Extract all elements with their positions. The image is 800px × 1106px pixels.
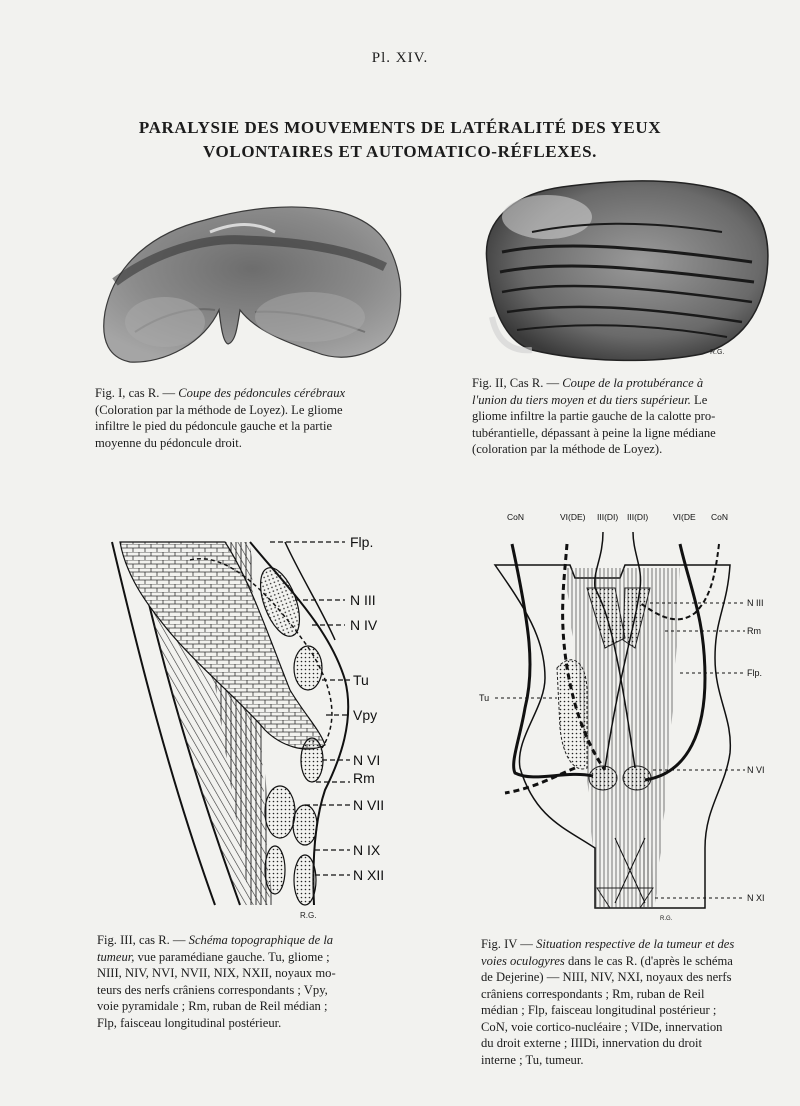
fig4-top-label: III(DI) <box>597 512 619 522</box>
fig4-right-label: N VI <box>747 765 765 775</box>
fig4-caption-line: du droit externe ; IIIDi, innervation du droit <box>481 1036 703 1050</box>
fig4-signature: R.G. <box>660 916 673 922</box>
page-title <box>0 116 800 164</box>
fig1-caption-line: infiltre le pied du pédoncule gauche et la partie <box>95 419 333 433</box>
fig4-top-label: VI(DE <box>673 512 696 522</box>
fig4-caption-italic: voies oculogyres <box>481 953 565 968</box>
fig3-caption <box>97 932 393 1031</box>
fig4-top-label: III(DI) <box>627 512 649 522</box>
fig3-caption-italic: tumeur, <box>97 949 135 964</box>
fig3-topographic-schema <box>100 520 410 925</box>
fig4-caption <box>481 936 787 1068</box>
fig2-caption-tail: Le <box>694 392 708 407</box>
fig4-top-label: VI(DE) <box>560 512 586 522</box>
fig3-label: Vpy <box>353 707 378 723</box>
fig4-caption-line: crâniens correspondants ; Rm, ruban de Reil <box>481 986 705 1001</box>
fig3-label: N VII <box>353 797 385 813</box>
fig3-caption-lead: Fig. III, cas R. — <box>97 933 186 947</box>
fig3-label: N XII <box>353 867 385 883</box>
fig3-signature: R.G. <box>300 911 317 920</box>
fig2-caption-italic: Coupe de la protubérance à <box>562 376 704 390</box>
fig2-signature: R.G. <box>710 349 725 356</box>
fig1-caption-line: moyenne du pédoncule droit. <box>95 435 242 450</box>
fig3-label: Tu <box>353 672 369 688</box>
fig2-caption-lead: Fig. II, Cas R. — <box>472 376 560 390</box>
fig4-right-label: Flp. <box>747 668 763 678</box>
fig4-caption-line: médian ; Flp, faisceau longitudinal postérieur ; <box>481 1003 717 1017</box>
fig1-peduncle-section <box>95 192 405 380</box>
fig4-caption-line: interne ; Tu, tumeur. <box>481 1052 584 1067</box>
fig3-caption-tail: vue paramédiane gauche. Tu, gliome ; <box>137 949 330 964</box>
fig1-caption-italic: Coupe des pédoncules cérébraux <box>178 386 346 400</box>
fig4-oculogyric-pathways <box>475 508 800 923</box>
title-line-2: VOLONTAIRES ET AUTOMATICO-RÉFLEXES. <box>203 142 597 161</box>
fig2-caption-line: tubérantielle, dépassant à peine la ligne médiane <box>472 425 716 440</box>
fig3-label: N IV <box>350 617 378 633</box>
fig3-label: N IX <box>353 842 381 858</box>
fig4-caption-line: de Dejerine) — NIII, NIV, NXI, noyaux des nerfs <box>481 970 732 984</box>
fig3-caption-line: Flp, faisceau longitudinal postérieur. <box>97 1015 282 1030</box>
fig4-caption-italic: Situation respective de la tumeur et des <box>536 937 735 951</box>
fig2-caption-italic: l'union du tiers moyen et du tiers supérieur. <box>472 392 691 407</box>
fig2-caption-line: gliome infiltre la partie gauche de la calotte pro- <box>472 409 716 423</box>
title-line-1: PARALYSIE DES MOUVEMENTS DE LATÉRALITÉ DES YEUX <box>138 118 662 137</box>
fig4-top-label: CoN <box>711 512 729 522</box>
fig4-left-label: Tu <box>479 693 490 703</box>
fig3-caption-line: voie pyramidale ; Rm, ruban de Reil médian ; <box>97 999 328 1013</box>
plate-number: Pl. XIV. <box>371 50 429 66</box>
fig4-caption-lead: Fig. IV — <box>481 937 533 951</box>
fig4-right-label: N III <box>747 598 764 608</box>
fig1-caption-line: (Coloration par la méthode de Loyez). Le gliome <box>95 402 343 417</box>
fig2-caption-line: (coloration par la méthode de Loyez). <box>472 442 663 456</box>
fig3-label: Rm <box>353 770 375 786</box>
fig3-caption-italic: Schéma topographique de la <box>188 933 334 947</box>
fig4-top-label: CoN <box>507 512 525 522</box>
fig3-label: N VI <box>353 752 381 768</box>
fig4-right-label: Rm <box>747 626 761 636</box>
fig4-caption-tail: dans le cas R. (d'après le schéma <box>567 953 733 968</box>
fig4-right-label: N XI <box>747 893 765 903</box>
fig3-caption-line: teurs des nerfs crâniens correspondants ; Vpy, <box>97 982 328 997</box>
fig3-caption-line: NIII, NIV, NVI, NVII, NIX, NXII, noyaux mo- <box>97 966 336 980</box>
fig2-caption <box>472 375 780 458</box>
fig3-label: N III <box>350 592 376 608</box>
fig3-label: Flp. <box>350 534 374 550</box>
fig4-caption-line: CoN, voie cortico-nucléaire ; VIDe, innervation <box>481 1019 723 1034</box>
fig1-caption <box>95 385 391 451</box>
fig2-pons-section <box>472 172 777 367</box>
fig1-caption-lead: Fig. I, cas R. — <box>95 386 176 400</box>
